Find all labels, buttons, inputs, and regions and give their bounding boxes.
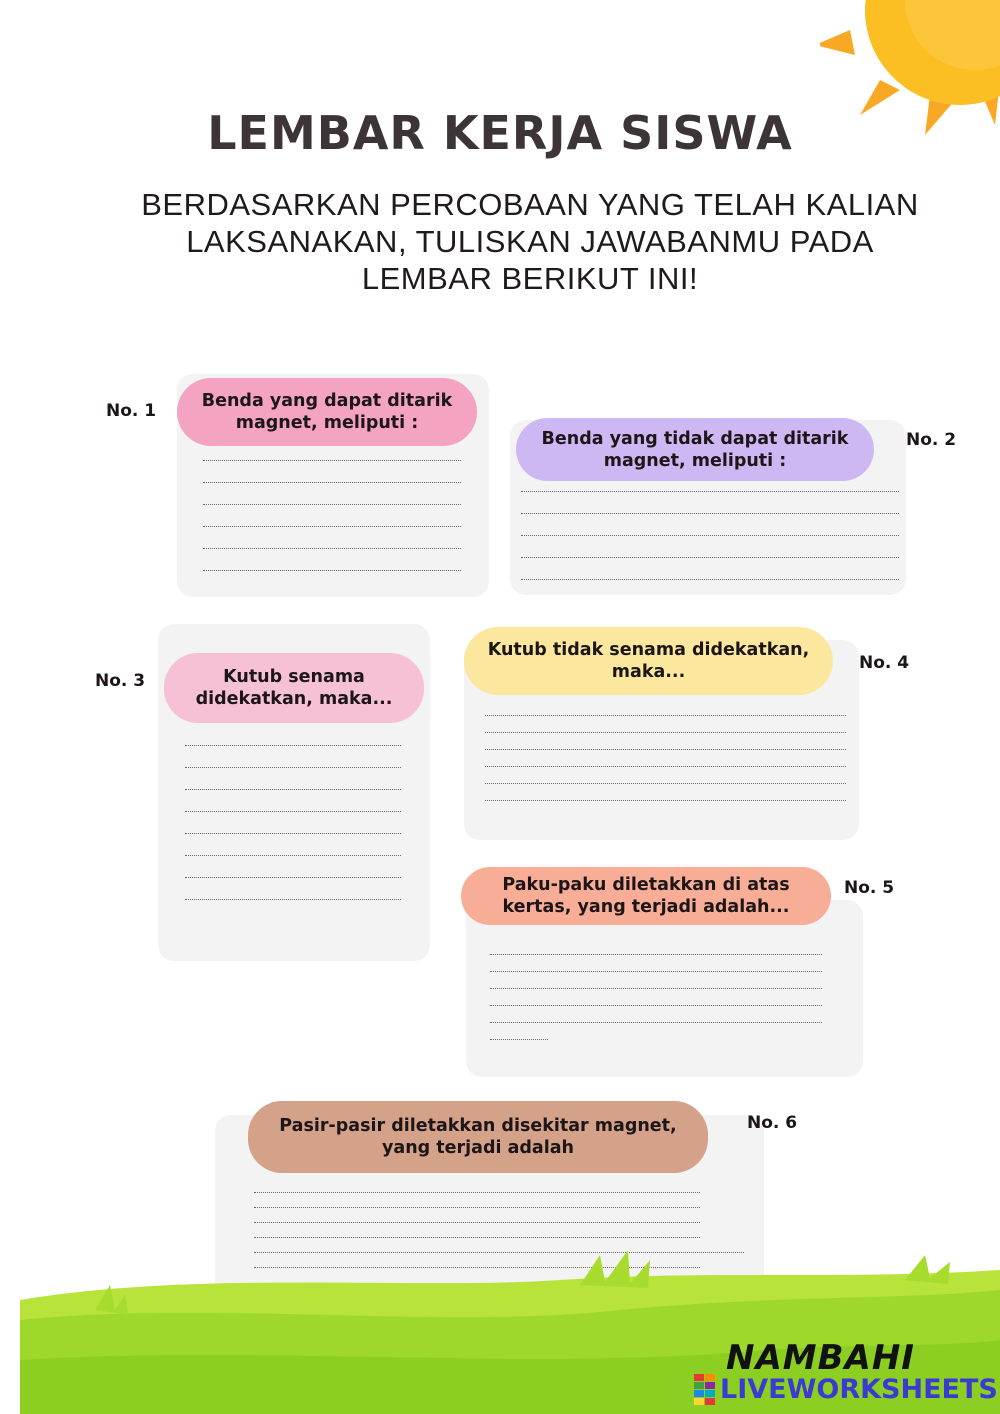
question-prompt-1 xyxy=(177,378,477,446)
instruction-text xyxy=(120,186,940,297)
instruction-line: LEMBAR BERIKUT INI! xyxy=(361,261,699,296)
question-number-3: No. 3 xyxy=(95,671,146,691)
instruction-line: BERDASARKAN PERCOBAAN YANG TELAH KALIAN xyxy=(141,187,919,222)
question-prompt-3 xyxy=(164,653,424,723)
question-number-2: No. 2 xyxy=(906,430,957,450)
answer-lines-3[interactable] xyxy=(185,745,401,921)
prompt-line: Paku-paku diletakkan di atas xyxy=(502,875,790,895)
prompt-line: maka... xyxy=(611,662,686,682)
prompt-line: didekatkan, maka... xyxy=(195,689,393,709)
question-number-1: No. 1 xyxy=(106,401,157,421)
answer-lines-5[interactable] xyxy=(490,954,822,1061)
prompt-line: kertas, yang terjadi adalah... xyxy=(502,897,790,917)
answer-lines-4[interactable] xyxy=(485,715,846,817)
prompt-line: magnet, meliputi : xyxy=(603,450,787,471)
prompt-line: yang terjadi adalah xyxy=(381,1138,574,1158)
question-prompt-2 xyxy=(516,418,874,481)
prompt-line: Kutub tidak senama didekatkan, xyxy=(487,640,810,660)
live-badge-icon xyxy=(694,1374,716,1406)
question-prompt-5 xyxy=(461,867,831,925)
question-prompt-4 xyxy=(464,627,833,695)
prompt-line: Kutub senama xyxy=(223,667,365,687)
question-prompt-6 xyxy=(248,1101,708,1173)
answer-lines-1[interactable] xyxy=(203,460,461,592)
question-number-4: No. 4 xyxy=(859,653,910,673)
liveworksheets-logo xyxy=(690,1338,998,1408)
brand-nambahi: NAMBAHI xyxy=(726,1338,915,1378)
instruction-line: LAKSANAKAN, TULISKAN JAWABANMU PADA xyxy=(186,224,874,259)
page-title: LEMBAR KERJA SISWA xyxy=(207,106,793,160)
prompt-line: Benda yang dapat ditarik xyxy=(201,391,453,411)
prompt-line: magnet, meliputi : xyxy=(235,413,419,433)
question-number-6: No. 6 xyxy=(747,1113,798,1133)
question-number-5: No. 5 xyxy=(844,878,895,898)
prompt-line: Pasir-pasir diletakkan disekitar magnet, xyxy=(279,1116,677,1136)
brand-liveworksheets: LIVEWORKSHEETS xyxy=(720,1374,998,1405)
answer-lines-2[interactable] xyxy=(521,491,899,601)
prompt-line: Benda yang tidak dapat ditarik xyxy=(541,428,849,449)
